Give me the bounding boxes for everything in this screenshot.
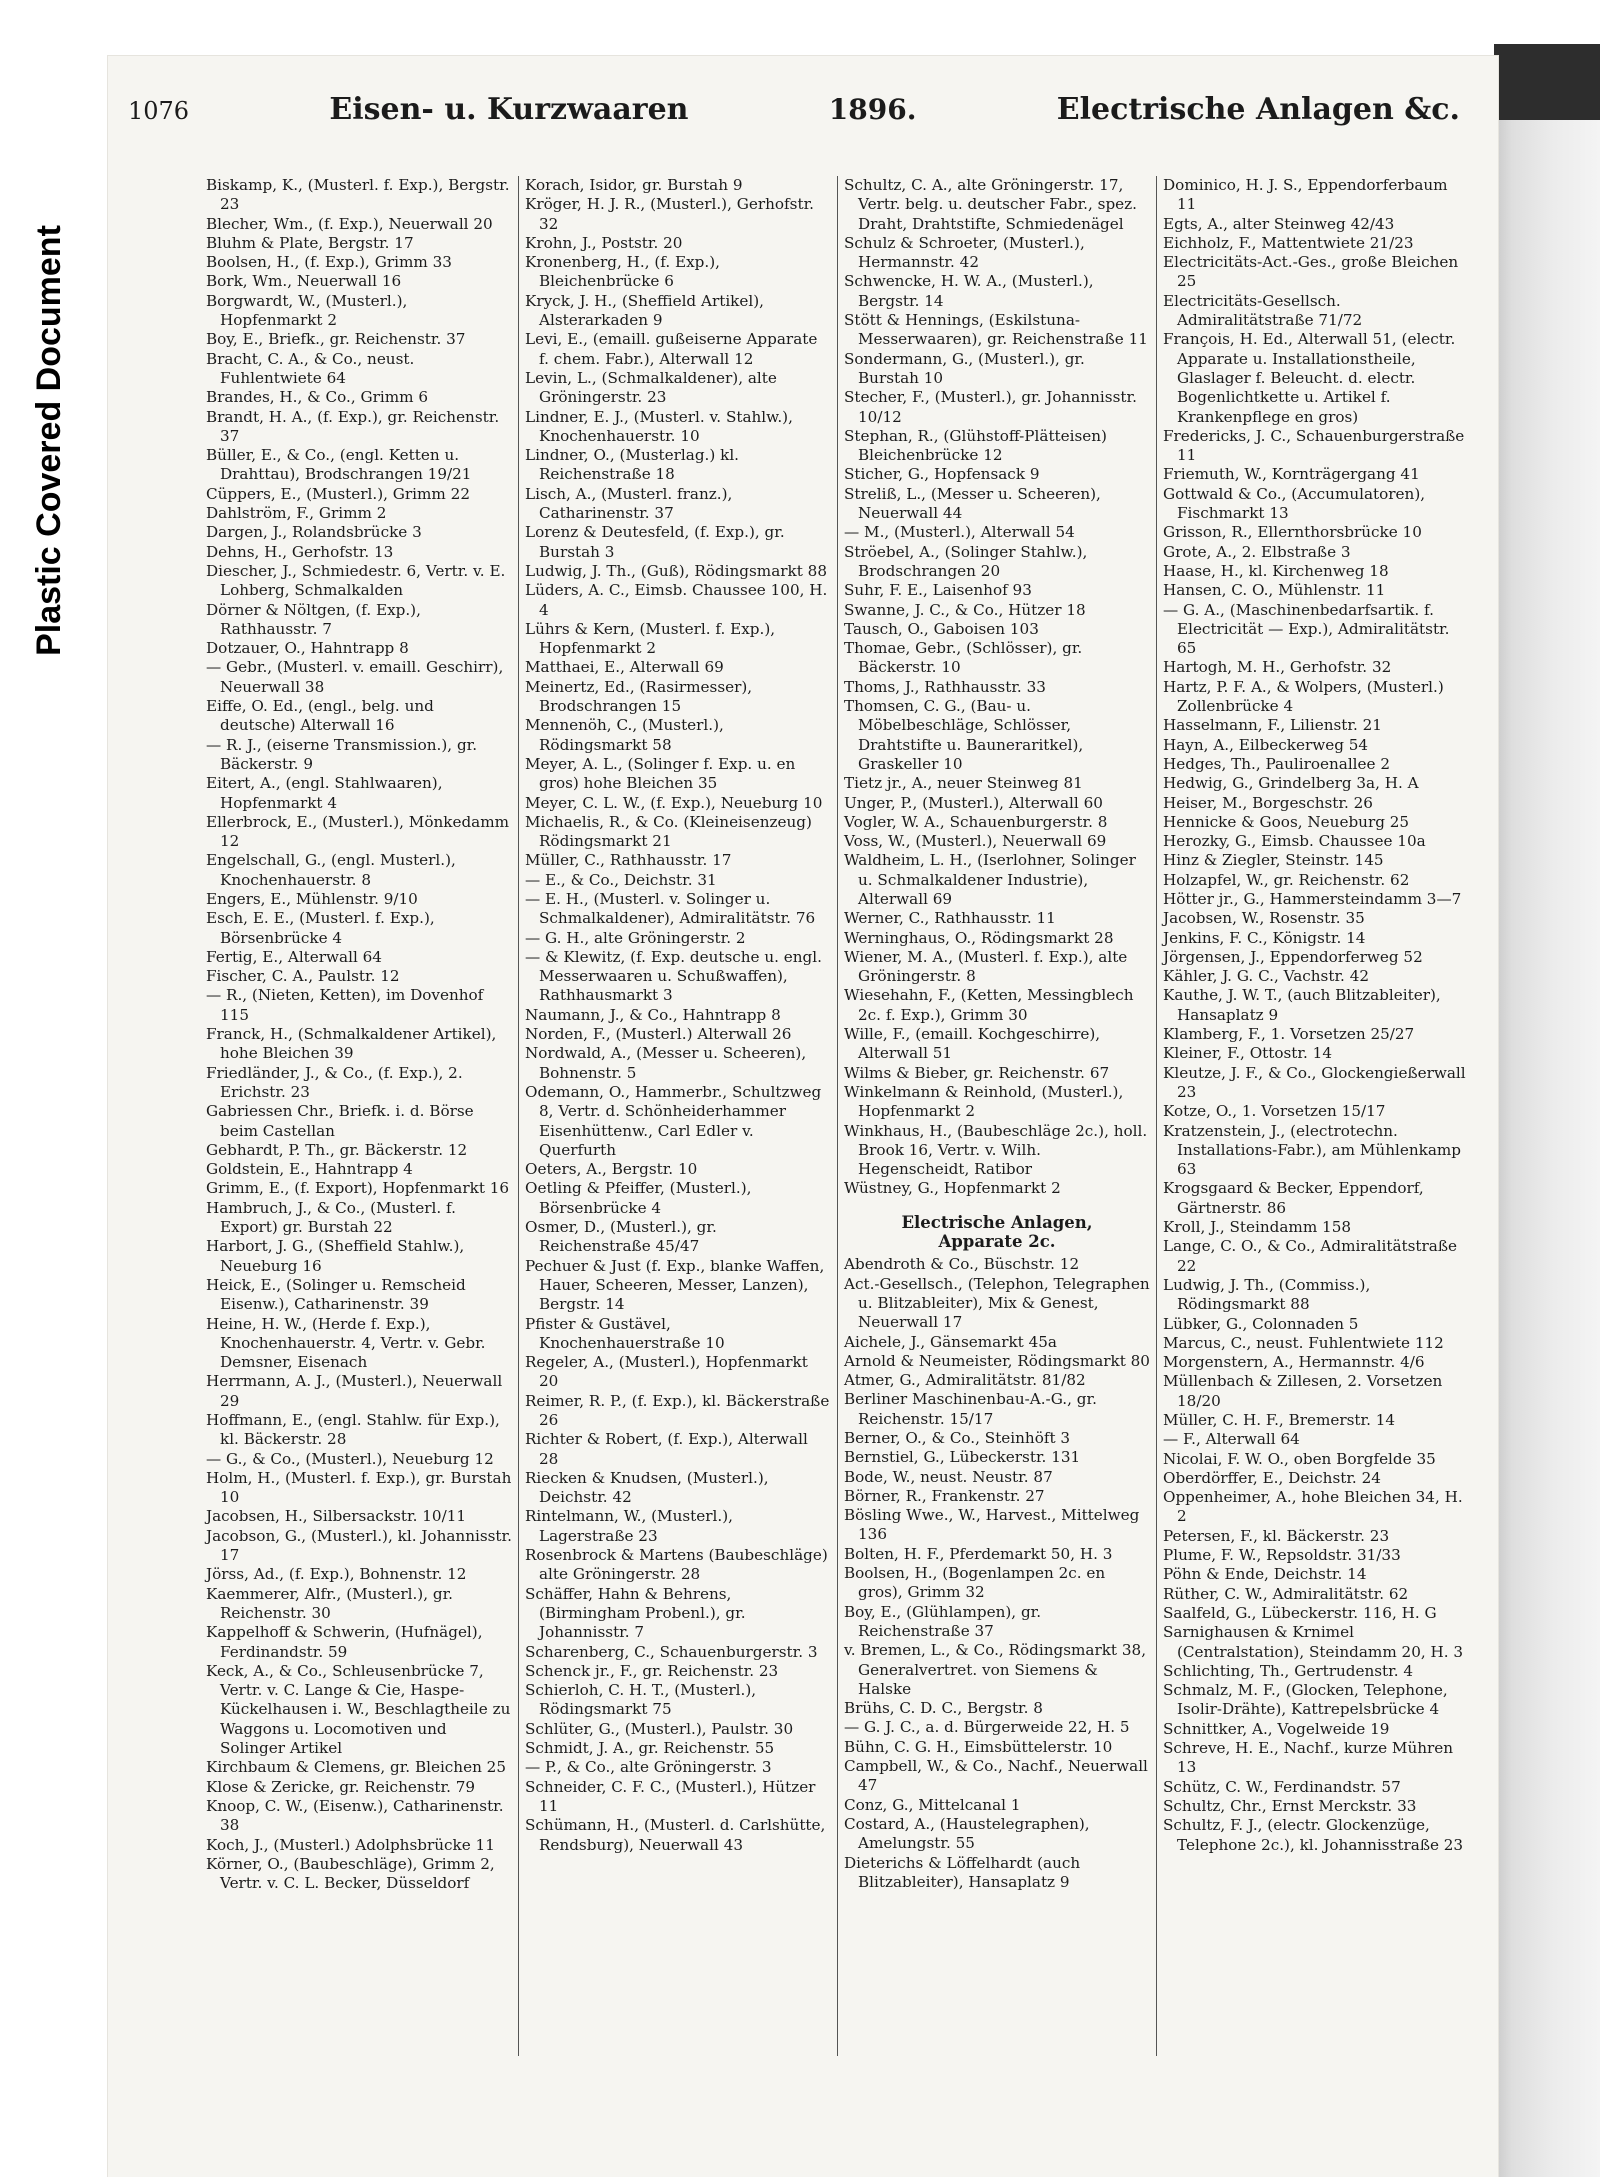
- directory-entry: Kauthe, J. W. T., (auch Blitzableiter), Hansaplatz 9: [1163, 986, 1441, 1024]
- directory-entry: Waldheim, L. H., (Iserlohner, Solinger u. Schmalkaldener Industrie), Alterwall 69: [844, 851, 1136, 908]
- directory-entry: Winkelmann & Reinhold, (Musterl.), Hopfenmarkt 2: [844, 1082, 1124, 1121]
- directory-entry: Dehns, H., Gerhofstr. 13: [206, 542, 394, 561]
- directory-entry: Oetling & Pfeiffer, (Musterl.), Börsenbrücke 4: [525, 1179, 752, 1217]
- directory-entry: Rüther, C. W., Admiralitätstr. 62: [1163, 1584, 1409, 1603]
- directory-entry: Brühs, C. D. C., Bergstr. 8: [844, 1699, 1043, 1718]
- directory-entry: Gabriessen Chr., Briefk. i. d. Börse beim Castellan: [206, 1102, 474, 1140]
- directory-entry: Unger, P., (Musterl.), Alterwall 60: [844, 793, 1103, 812]
- directory-entry: Klamberg, F., 1. Vorsetzen 25/27: [1163, 1025, 1415, 1044]
- directory-entry: Arnold & Neumeister, Rödingsmarkt 80: [844, 1351, 1150, 1370]
- directory-entry: Müllenbach & Zillesen, 2. Vorsetzen 18/20: [1163, 1372, 1443, 1410]
- column-1: [200, 176, 519, 2056]
- directory-entry: Fredericks, J. C., Schauenburgerstraße 11: [1163, 426, 1465, 465]
- directory-entry: Boolsen, H., (Bogenlampen 2c. en gros), Grimm 32: [844, 1564, 1106, 1602]
- directory-entry: Werner, C., Rathhausstr. 11: [844, 909, 1056, 928]
- directory-entry: Dieterichs & Löffelhardt (auch Blitzableiter), Hansaplatz 9: [844, 1853, 1081, 1891]
- directory-entry: Biskamp, K., (Musterl. f. Exp.), Bergstr. 23: [206, 176, 510, 214]
- directory-entry: Tausch, O., Gaboisen 103: [844, 619, 1039, 638]
- directory-entry: Costard, A., (Haustelegraphen), Amelungstr. 55: [844, 1814, 1090, 1853]
- directory-entry: Mennenöh, C., (Musterl.), Rödingsmarkt 58: [525, 716, 724, 754]
- directory-entry: Hansen, C. O., Mühlenstr. 11: [1163, 581, 1386, 600]
- directory-entry: Lindner, O., (Musterlag.) kl. Reichenstraße 18: [525, 446, 740, 484]
- directory-entry: Jörgensen, J., Eppendorferweg 52: [1163, 947, 1423, 966]
- directory-entry: Schütz, C. W., Ferdinandstr. 57: [1163, 1777, 1401, 1796]
- directory-entry: Boy, E., Briefk., gr. Reichenstr. 37: [206, 330, 466, 349]
- directory-entry: Morgenstern, A., Hermannstr. 4/6: [1163, 1353, 1425, 1372]
- directory-entry: Hötter jr., G., Hammersteindamm 3—7: [1163, 889, 1462, 908]
- directory-entry: Cüppers, E., (Musterl.), Grimm 22: [206, 484, 470, 503]
- directory-entry: Herrmann, A. J., (Musterl.), Neuerwall 29: [206, 1372, 503, 1410]
- directory-entry: Thomae, Gebr., (Schlösser), gr. Bäckerstr. 10: [844, 639, 1083, 677]
- directory-entry: Gottwald & Co., (Accumulatoren), Fischmarkt 13: [1163, 484, 1426, 523]
- directory-entry: Dominico, H. J. S., Eppendorferbaum 11: [1163, 176, 1448, 214]
- directory-entry: Stecher, F., (Musterl.), gr. Johannisstr. 10/12: [844, 388, 1137, 426]
- directory-entry: Schneider, C. F. C., (Musterl.), Hützer 11: [525, 1777, 816, 1815]
- directory-entry: Ludwig, J. Th., (Commiss.), Rödingsmarkt 88: [1163, 1275, 1371, 1314]
- directory-entry: Naumann, J., & Co., Hahntrapp 8: [525, 1005, 781, 1024]
- directory-entry: Conz, G., Mittelcanal 1: [844, 1795, 1021, 1814]
- directory-entry: Jacobsen, H., Silbersackstr. 10/11: [206, 1507, 467, 1526]
- directory-entry: Hartz, P. F. A., & Wolpers, (Musterl.) Zollenbrücke 4: [1163, 677, 1444, 716]
- directory-entry: Rosenbrock & Martens (Baubeschläge) alte Gröningerstr. 28: [525, 1546, 828, 1584]
- directory-entry: Schmalz, M. F., (Glocken, Telephone, Isolir-Drähte), Kattrepelsbrücke 4: [1163, 1681, 1448, 1719]
- directory-entry: Reimer, R. P., (f. Exp.), kl. Bäckerstraße 26: [525, 1391, 830, 1429]
- directory-entry: Kleutze, J. F., & Co., Glockengießerwall 23: [1163, 1063, 1466, 1101]
- directory-entry: Aichele, J., Gänsemarkt 45a: [844, 1332, 1057, 1351]
- directory-entry: — G. H., alte Gröningerstr. 2: [525, 928, 746, 947]
- directory-entry: Regeler, A., (Musterl.), Hopfenmarkt 20: [525, 1353, 808, 1391]
- directory-entry: Schwencke, H. W. A., (Musterl.), Bergstr. 14: [844, 272, 1094, 310]
- directory-entry: — G. A., (Maschinenbedarfsartik. f. Electricität — Exp.), Admiralitätstr. 65: [1163, 600, 1450, 658]
- directory-entry: Hambruch, J., & Co., (Musterl. f. Export) gr. Burstah 22: [206, 1198, 456, 1237]
- section-title-left: Eisen- u. Kurzwaaren: [329, 92, 689, 127]
- directory-entry: — R. J., (eiserne Transmission.), gr. Bäckerstr. 9: [206, 735, 478, 773]
- directory-entry: Electricitäts-Act.-Ges., große Bleichen 25: [1163, 253, 1459, 291]
- directory-entry: Brandt, H. A., (f. Exp.), gr. Reichenstr. 37: [206, 407, 500, 445]
- directory-entry: Blecher, Wm., (f. Exp.), Neuerwall 20: [206, 214, 493, 233]
- directory-entry: Schierloh, C. H. T., (Musterl.), Rödingsmarkt 75: [525, 1681, 757, 1719]
- page-header: [128, 92, 1460, 152]
- directory-entry: Wille, F., (emaill. Kochgeschirre), Alterwall 51: [844, 1025, 1101, 1063]
- directory-entry: Saalfeld, G., Lübeckerstr. 116, H. G: [1163, 1603, 1437, 1622]
- directory-entry: — G., & Co., (Musterl.), Neueburg 12: [206, 1449, 494, 1468]
- scanner-edge: [1494, 44, 1600, 2177]
- section-title-right: Electrische Anlagen &c.: [1056, 92, 1460, 127]
- directory-entry: Pöhn & Ende, Deichstr. 14: [1163, 1565, 1367, 1584]
- directory-entry: Levin, L., (Schmalkaldener), alte Gröningerstr. 23: [525, 368, 777, 407]
- section-heading: Electrische Anlagen,: [901, 1212, 1093, 1232]
- directory-entry: Holzapfel, W., gr. Reichenstr. 62: [1163, 870, 1410, 889]
- directory-entry: Kirchbaum & Clemens, gr. Bleichen 25: [206, 1758, 507, 1777]
- directory-entry: Lorenz & Deutesfeld, (f. Exp.), gr. Burstah 3: [525, 523, 785, 561]
- directory-entry: Lindner, E. J., (Musterl. v. Stahlw.), Knochenhauerstr. 10: [525, 407, 793, 445]
- directory-entry: — M., (Musterl.), Alterwall 54: [844, 523, 1075, 542]
- directory-entry: Fertig, E., Alterwall 64: [206, 947, 382, 966]
- directory-entry: Meinertz, Ed., (Rasirmesser), Brodschrangen 15: [525, 677, 753, 716]
- directory-entry: Levi, E., (emaill. gußeiserne Apparate f. chem. Fabr.), Alterwall 12: [525, 330, 818, 368]
- directory-entry: Fischer, C. A., Paulstr. 12: [206, 967, 400, 986]
- directory-entry: Scharenberg, C., Schauenburgerstr. 3: [525, 1642, 818, 1661]
- directory-entry: Kroll, J., Steindamm 158: [1163, 1218, 1352, 1237]
- directory-entry: Körner, O., (Baubeschläge), Grimm 2, Vertr. v. C. L. Becker, Düsseldorf: [206, 1854, 495, 1893]
- directory-entry: Schümann, H., (Musterl. d. Carlshütte, Rendsburg), Neuerwall 43: [525, 1816, 826, 1854]
- directory-entry: Boy, E., (Glühlampen), gr. Reichenstraße 37: [844, 1602, 1042, 1640]
- directory-entry: Sarnighausen & Krnimel (Centralstation), Steindamm 20, H. 3: [1163, 1623, 1464, 1661]
- directory-entry: Matthaei, E., Alterwall 69: [525, 658, 724, 677]
- directory-entry: Friedländer, J., & Co., (f. Exp.), 2. Erichstr. 23: [206, 1063, 463, 1101]
- directory-entry: — P., & Co., alte Gröningerstr. 3: [525, 1758, 772, 1777]
- directory-entry: Kotze, O., 1. Vorsetzen 15/17: [1163, 1102, 1386, 1121]
- directory-entry: Odemann, O., Hammerbr., Schultzweg 8, Vertr. d. Schönheiderhammer Eisenhüttenw., Carl Edler v. Querfurth: [525, 1082, 822, 1159]
- directory-entry: Bolten, H. F., Pferdemarkt 50, H. 3: [844, 1544, 1113, 1563]
- section-heading: Apparate 2c.: [938, 1232, 1056, 1252]
- side-label-text: Plastic Covered Document: [29, 224, 68, 656]
- directory-entry: Bork, Wm., Neuerwall 16: [206, 272, 402, 291]
- directory-entry: Streliß, L., (Messer u. Scheeren), Neuerwall 44: [844, 484, 1101, 523]
- directory-entry: Voss, W., (Musterl.), Neuerwall 69: [844, 832, 1107, 851]
- directory-entry: Bühn, C. G. H., Eimsbüttelerstr. 10: [844, 1737, 1113, 1756]
- directory-entry: — F., Alterwall 64: [1163, 1430, 1300, 1449]
- directory-entry: Petersen, F., kl. Bäckerstr. 23: [1163, 1526, 1390, 1545]
- directory-entry: Grote, A., 2. Elbstraße 3: [1163, 542, 1351, 561]
- directory-entry: Eitert, A., (engl. Stahlwaaren), Hopfenmarkt 4: [206, 774, 443, 812]
- directory-entry: Pechuer & Just (f. Exp., blanke Waffen, Hauer, Scheeren, Messer, Lanzen), Bergstr. 14: [525, 1256, 825, 1314]
- directory-entry: Lange, C. O., & Co., Admiralitätstraße 22: [1163, 1237, 1457, 1275]
- directory-entry: Hayn, A., Eilbeckerweg 54: [1163, 735, 1369, 754]
- directory-entry: Eiffe, O. Ed., (engl., belg. und deutsche) Alterwall 16: [206, 697, 434, 735]
- directory-entry: Dotzauer, O., Hahntrapp 8: [206, 639, 409, 658]
- directory-entry: Holm, H., (Musterl. f. Exp.), gr. Burstah 10: [206, 1468, 512, 1507]
- directory-entry: Müller, C. H. F., Bremerstr. 14: [1163, 1411, 1396, 1429]
- directory-entry: Sondermann, G., (Musterl.), gr. Burstah 10: [844, 349, 1085, 387]
- directory-entry: Wilms & Bieber, gr. Reichenstr. 67: [844, 1063, 1110, 1082]
- directory-entry: Berliner Maschinenbau-A.-G., gr. Reichenstr. 15/17: [844, 1390, 1097, 1428]
- directory-entry: Kröger, H. J. R., (Musterl.), Gerhofstr. 32: [525, 195, 814, 233]
- directory-entry: Jenkins, F. C., Königstr. 14: [1163, 928, 1366, 947]
- directory-entry: Suhr, F. E., Laisenhof 93: [844, 581, 1032, 600]
- directory-entry: Berner, O., & Co., Steinhöft 3: [844, 1429, 1071, 1447]
- directory-entry: Stött & Hennings, (Eskilstuna-Messerwaaren), gr. Reichenstraße 11: [844, 311, 1148, 349]
- directory-entry: Schreve, H. E., Nachf., kurze Mühren 13: [1163, 1739, 1454, 1777]
- page-number: 1076: [128, 97, 190, 125]
- directory-entry: Goldstein, E., Hahntrapp 4: [206, 1160, 413, 1179]
- directory-entry: Lüders, A. C., Eimsb. Chaussee 100, H. 4: [525, 581, 828, 619]
- column-2: [519, 176, 838, 2056]
- directory-entry: Riecken & Knudsen, (Musterl.), Deichstr. 42: [525, 1468, 769, 1507]
- directory-entry: Hennicke & Goos, Neueburg 25: [1163, 812, 1410, 831]
- directory-entry: Richter & Robert, (f. Exp.), Alterwall 28: [525, 1430, 808, 1468]
- column-3: [838, 176, 1157, 2056]
- directory-entry: — Gebr., (Musterl. v. emaill. Geschirr), Neuerwall 38: [206, 658, 504, 696]
- directory-entry: Esch, E. E., (Musterl. f. Exp.), Börsenbrücke 4: [206, 909, 435, 947]
- directory-entry: Dörner & Nöltgen, (f. Exp.), Rathhausstr. 7: [206, 600, 421, 638]
- directory-entry: Ströebel, A., (Solinger Stahlw.), Brodschrangen 20: [844, 542, 1088, 580]
- directory-entry: Krohn, J., Poststr. 20: [525, 233, 683, 252]
- directory-entry: Hasselmann, F., Lilienstr. 21: [1163, 716, 1382, 735]
- directory-entry: Hartogh, M. H., Gerhofstr. 32: [1163, 658, 1392, 677]
- directory-entry: Pfister & Gustävel, Knochenhauerstraße 10: [525, 1314, 725, 1352]
- directory-entry: Oeters, A., Bergstr. 10: [525, 1160, 698, 1179]
- directory-entry: Meyer, A. L., (Solinger f. Exp. u. en gros) hohe Bleichen 35: [525, 754, 796, 793]
- directory-entry: Schultz, Chr., Ernst Merckstr. 33: [1163, 1796, 1417, 1815]
- directory-entry: Kratzenstein, J., (electrotechn. Installations-Fabr.), am Mühlenkamp 63: [1163, 1121, 1461, 1179]
- directory-entry: Werninghaus, O., Rödingsmarkt 28: [844, 928, 1114, 947]
- directory-entry: Stephan, R., (Glühstoff-Plätteisen) Bleichenbrücke 12: [844, 426, 1107, 465]
- directory-entry: Knoop, C. W., (Eisenw.), Catharinenstr. 38: [206, 1796, 504, 1835]
- directory-entry: Boolsen, H., (f. Exp.), Grimm 33: [206, 253, 452, 272]
- directory-entry: Grisson, R., Ellernthorsbrücke 10: [1163, 523, 1422, 542]
- directory-entry: Vogler, W. A., Schauenburgerstr. 8: [844, 812, 1108, 831]
- directory-entry: Hoffmann, E., (engl. Stahlw. für Exp.), kl. Bäckerstr. 28: [206, 1411, 500, 1449]
- scanner-edge-dark: [1494, 44, 1600, 120]
- directory-entry: Schnittker, A., Vogelweide 19: [1163, 1719, 1390, 1738]
- directory-entry: Tietz jr., A., neuer Steinweg 81: [844, 774, 1083, 793]
- directory-entry: Hedges, Th., Pauliroenallee 2: [1163, 754, 1391, 773]
- directory-entry: — R., (Nieten, Ketten), im Dovenhof 115: [206, 986, 484, 1024]
- directory-entry: Plume, F. W., Repsoldstr. 31/33: [1163, 1546, 1401, 1565]
- directory-entry: Börner, R., Frankenstr. 27: [844, 1486, 1045, 1505]
- directory-entry: Meyer, C. L. W., (f. Exp.), Neueburg 10: [525, 793, 823, 812]
- directory-entry: Schenck jr., F., gr. Reichenstr. 23: [525, 1661, 779, 1680]
- directory-entry: Schlüter, G., (Musterl.), Paulstr. 30: [525, 1719, 794, 1738]
- directory-entry: Ludwig, J. Th., (Guß), Rödingsmarkt 88: [525, 561, 827, 580]
- directory-entry: Bluhm & Plate, Bergstr. 17: [206, 233, 414, 252]
- directory-entry: Krogsgaard & Becker, Eppendorf, Gärtnerstr. 86: [1163, 1179, 1424, 1217]
- directory-entry: Electricitäts-Gesellsch. Admiralitätstraße 71/72: [1163, 291, 1363, 330]
- directory-entry: Atmer, G., Admiralitätstr. 81/82: [844, 1371, 1086, 1390]
- directory-entry: Hedwig, G., Grindelberg 3a, H. A: [1163, 774, 1419, 793]
- directory-entry: Schultz, F. J., (electr. Glockenzüge, Telephone 2c.), kl. Johannisstraße 23: [1163, 1816, 1464, 1854]
- directory-entry: Friemuth, W., Kornträgergang 41: [1163, 465, 1420, 484]
- directory-entry: Nordwald, A., (Messer u. Scheeren), Bohnenstr. 5: [525, 1044, 807, 1082]
- directory-entry: Kappelhoff & Schwerin, (Hufnägel), Ferdinandstr. 59: [206, 1623, 483, 1661]
- directory-entry: Bracht, C. A., & Co., neust. Fuhlentwiete 64: [206, 349, 415, 387]
- directory-entry: — E. H., (Musterl. v. Solinger u. Schmalkaldener), Admiralitätstr. 76: [525, 889, 816, 928]
- directory-entry: Dahlström, F., Grimm 2: [206, 504, 387, 523]
- directory-entry: Jacobsen, W., Rosenstr. 35: [1163, 909, 1365, 928]
- directory-entry: Bode, W., neust. Neustr. 87: [844, 1467, 1053, 1486]
- directory-entry: Kryck, J. H., (Sheffield Artikel), Alsterarkaden 9: [525, 291, 764, 330]
- directory-entry: Schmidt, J. A., gr. Reichenstr. 55: [525, 1739, 775, 1758]
- directory-entry: Wiesehahn, F., (Ketten, Messingblech 2c. f. Exp.), Grimm 30: [844, 986, 1134, 1024]
- directory-entry: Kähler, J. G. C., Vachstr. 42: [1163, 967, 1370, 986]
- directory-entry: Abendroth & Co., Büschstr. 12: [844, 1255, 1080, 1274]
- directory-entry: Schultz, C. A., alte Gröningerstr. 17, Vertr. belg. u. deutscher Fabr., spez. Draht, Drahtstifte, Schmiedenägel: [844, 176, 1137, 233]
- directory-entry: Müller, C., Rathhausstr. 17: [525, 851, 732, 870]
- directory-entry: — G. J. C., a. d. Bürgerweide 22, H. 5: [844, 1718, 1130, 1737]
- directory-entry: Michaelis, R., & Co. (Kleineisenzeug) Rödingsmarkt 21: [525, 812, 812, 851]
- directory-entry: Norden, F., (Musterl.) Alterwall 26: [525, 1025, 792, 1044]
- directory-entry: Bösling Wwe., W., Harvest., Mittelweg 136: [844, 1506, 1140, 1544]
- directory-entry: Wiener, M. A., (Musterl. f. Exp.), alte Gröningerstr. 8: [844, 947, 1128, 986]
- directory-entry: — & Klewitz, (f. Exp. deutsche u. engl. Messerwaaren u. Schußwaffen), Rathhausmarkt 3: [525, 947, 822, 1005]
- column-4: [1157, 176, 1476, 2056]
- directory-entry: Franck, H., (Schmalkaldener Artikel), hohe Bleichen 39: [206, 1025, 497, 1063]
- directory-entry: Hinz & Ziegler, Steinstr. 145: [1163, 851, 1384, 870]
- directory-entry: Heiser, M., Borgeschstr. 26: [1163, 793, 1373, 812]
- directory-entry: Ellerbrock, E., (Musterl.), Mönkedamm 12: [206, 812, 510, 851]
- directory-entry: Kleiner, F., Ottostr. 14: [1163, 1044, 1332, 1063]
- directory-entry: Schäffer, Hahn & Behrens, (Birmingham Probenl.), gr. Johannisstr. 7: [525, 1584, 746, 1642]
- directory-entry: Jacobson, G., (Musterl.), kl. Johannisstr. 17: [206, 1526, 512, 1565]
- directory-entry: Kronenberg, H., (f. Exp.), Bleichenbrücke 6: [525, 253, 720, 291]
- directory-entry: Haase, H., kl. Kirchenweg 18: [1163, 561, 1389, 580]
- directory-entry: Herozky, G., Eimsb. Chaussee 10a: [1163, 832, 1426, 851]
- directory-entry: Act.-Gesellsch., (Telephon, Telegraphen u. Blitzableiter), Mix & Genest, Neuerwall 17: [844, 1274, 1150, 1332]
- directory-entry: Grimm, E., (f. Export), Hopfenmarkt 16: [206, 1179, 510, 1198]
- directory-entry: Swanne, J. C., & Co., Hützer 18: [844, 600, 1086, 619]
- directory-entry: Osmer, D., (Musterl.), gr. Reichenstraße 45/47: [525, 1218, 717, 1256]
- directory-entry: Eichholz, F., Mattentwiete 21/23: [1163, 233, 1414, 252]
- directory-entry: Campbell, W., & Co., Nachf., Neuerwall 47: [844, 1757, 1148, 1795]
- directory-entry: Bernstiel, G., Lübeckerstr. 131: [844, 1448, 1081, 1467]
- directory-entry: Sticher, G., Hopfensack 9: [844, 465, 1040, 484]
- directory-entry: Harbort, J. G., (Sheffield Stahlw.), Neueburg 16: [206, 1237, 465, 1275]
- directory-entry: Kaemmerer, Alfr., (Musterl.), gr. Reichenstr. 30: [206, 1584, 454, 1622]
- directory-entry: Lisch, A., (Musterl. franz.), Catharinenstr. 37: [525, 484, 733, 523]
- directory-entry: Gebhardt, P. Th., gr. Bäckerstr. 12: [206, 1140, 468, 1159]
- directory-entry: Koch, J., (Musterl.) Adolphsbrücke 11: [206, 1835, 495, 1854]
- directory-entry: Büller, E., & Co., (engl. Ketten u. Drahttau), Brodschrangen 19/21: [206, 446, 472, 484]
- side-label: [14, 40, 84, 840]
- year: 1896.: [828, 93, 917, 126]
- directory-entry: Thomsen, C. G., (Bau- u. Möbelbeschläge, Schlösser, Drahtstifte u. Bauneraritkel), Graskeller 10: [844, 697, 1084, 773]
- directory-entry: Brandes, H., & Co., Grimm 6: [206, 388, 429, 407]
- directory-entry: v. Bremen, L., & Co., Rödingsmarkt 38, Generalvertret. von Siemens & Halske: [844, 1641, 1147, 1698]
- directory-entry: Diescher, J., Schmiedestr. 6, Vertr. v. E. Lohberg, Schmalkalden: [206, 561, 506, 600]
- directory-columns: [200, 176, 1478, 2056]
- directory-entry: Korach, Isidor, gr. Burstah 9: [525, 176, 743, 194]
- directory-entry: Oppenheimer, A., hohe Bleichen 34, H. 2: [1163, 1488, 1463, 1526]
- directory-entry: Wüstney, G., Hopfenmarkt 2: [844, 1179, 1061, 1198]
- directory-entry: Heine, H. W., (Herde f. Exp.), Knochenhauerstr. 4, Vertr. v. Gebr. Demsner, Eisenach: [206, 1314, 486, 1372]
- directory-entry: Borgwardt, W., (Musterl.), Hopfenmarkt 2: [206, 291, 408, 330]
- directory-entry: Jörss, Ad., (f. Exp.), Bohnenstr. 12: [206, 1565, 467, 1584]
- directory-entry: Egts, A., alter Steinweg 42/43: [1163, 214, 1395, 233]
- directory-entry: Rintelmann, W., (Musterl.), Lagerstraße 23: [525, 1507, 733, 1545]
- directory-entry: Schulz & Schroeter, (Musterl.), Hermannstr. 42: [844, 233, 1085, 272]
- directory-entry: — E., & Co., Deichstr. 31: [525, 870, 717, 889]
- directory-entry: Engelschall, G., (engl. Musterl.), Knochenhauerstr. 8: [206, 851, 456, 889]
- directory-entry: Marcus, C., neust. Fuhlentwiete 112: [1163, 1333, 1444, 1352]
- directory-entry: Heick, E., (Solinger u. Remscheid Eisenw.), Catharinenstr. 39: [206, 1275, 466, 1314]
- directory-entry: Nicolai, F. W. O., oben Borgfelde 35: [1163, 1449, 1436, 1468]
- directory-entry: Dargen, J., Rolandsbrücke 3: [206, 523, 422, 542]
- directory-entry: Keck, A., & Co., Schleusenbrücke 7, Vertr. v. C. Lange & Cie, Haspe-Kückelhausen i. W., Beschlagtheile zu Waggons u. Locomotiven und Solinger Artikel: [206, 1661, 511, 1758]
- directory-entry: Lührs & Kern, (Musterl. f. Exp.), Hopfenmarkt 2: [525, 619, 776, 658]
- directory-entry: Lübker, G., Colonnaden 5: [1163, 1314, 1359, 1333]
- directory-entry: Schlichting, Th., Gertrudenstr. 4: [1163, 1661, 1414, 1680]
- directory-entry: Klose & Zericke, gr. Reichenstr. 79: [206, 1777, 476, 1796]
- directory-entry: François, H. Ed., Alterwall 51, (electr. Apparate u. Installationstheile, Glaslager f. Beleucht. d. electr. Bogenlichtkette u. Artikel f. Krankenpflege en gros): [1163, 330, 1456, 426]
- directory-entry: Winkhaus, H., (Baubeschläge 2c.), holl. Brook 16, Vertr. v. Wilh. Hegenscheidt, Ratibor: [844, 1121, 1148, 1179]
- directory-entry: Engers, E., Mühlenstr. 9/10: [206, 889, 418, 908]
- directory-entry: Oberdörffer, E., Deichstr. 24: [1163, 1468, 1381, 1487]
- directory-entry: Thoms, J., Rathhausstr. 33: [844, 677, 1046, 696]
